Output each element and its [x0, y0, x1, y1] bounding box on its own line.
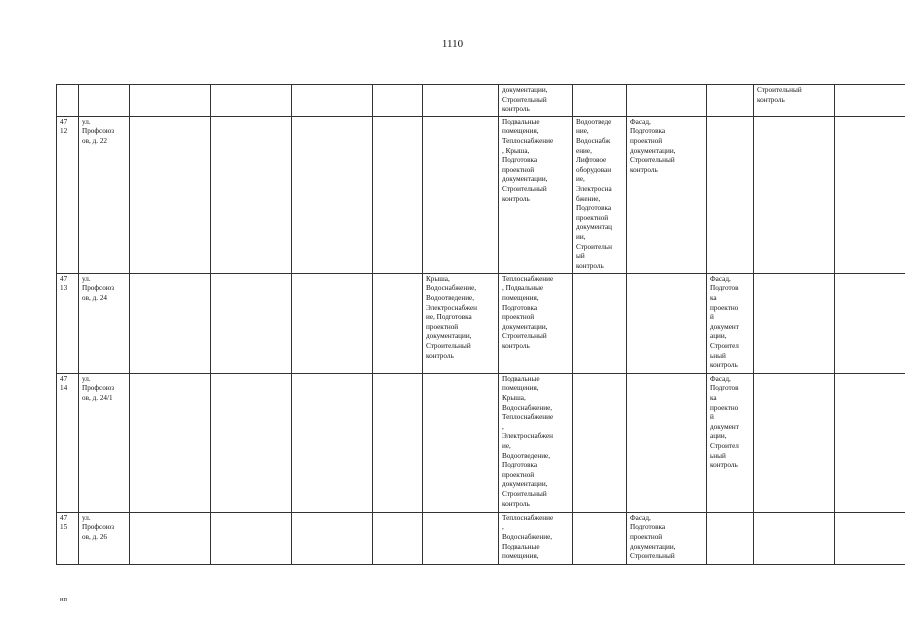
work-type-cell [292, 85, 373, 117]
work-type-cell [373, 85, 423, 117]
work-type-cell [754, 373, 835, 512]
work-type-cell [211, 512, 292, 564]
work-type-cell [707, 116, 754, 273]
work-type-cell [423, 85, 499, 117]
work-type-cell [627, 85, 707, 117]
row-number-cell: 47 13 [57, 273, 79, 373]
work-type-cell [373, 116, 423, 273]
work-type-cell [292, 273, 373, 373]
work-type-cell [130, 373, 211, 512]
work-type-cell [573, 85, 627, 117]
table-row [57, 116, 905, 273]
work-type-cell [211, 116, 292, 273]
work-type-cell [423, 373, 499, 512]
table-row [57, 273, 905, 373]
work-type-cell [627, 373, 707, 512]
work-type-cell [211, 85, 292, 117]
work-type-cell [130, 273, 211, 373]
work-type-cell: Фасад, Подготов ка проектно й документ ации, Строител ьный контроль [707, 273, 754, 373]
work-type-cell [130, 512, 211, 564]
work-type-cell [835, 116, 905, 273]
work-type-cell [373, 512, 423, 564]
work-type-cell: Крыша, Водоснабжение, Водоотведение, Электроснабжен ие, Подготовка проектной документации, Строительный контроль [423, 273, 499, 373]
work-type-cell [573, 273, 627, 373]
work-type-cell [754, 273, 835, 373]
address-cell: ул. Профсоюз ов, д. 26 [79, 512, 130, 564]
work-type-cell [373, 273, 423, 373]
work-type-cell [423, 512, 499, 564]
work-type-cell [707, 85, 754, 117]
work-type-cell [835, 273, 905, 373]
work-type-cell [707, 512, 754, 564]
work-type-cell: Фасад, Подготовка проектной документации, Строительный [627, 512, 707, 564]
work-type-cell: Подвальные помещения, Теплоснабжение , Крыша, Подготовка проектной документации, Строительный контроль [499, 116, 573, 273]
work-type-cell: Строительный контроль [754, 85, 835, 117]
page-number: 1110 [441, 38, 464, 50]
work-type-cell [130, 85, 211, 117]
work-type-cell [627, 273, 707, 373]
work-type-cell [835, 85, 905, 117]
work-type-cell [423, 116, 499, 273]
work-type-cell [211, 273, 292, 373]
works-schedule-table [56, 84, 905, 565]
table-row [57, 512, 905, 564]
work-type-cell: Теплоснабжение , Подвальные помещения, Подготовка проектной документации, Строительный контроль [499, 273, 573, 373]
address-cell: ул. Профсоюз ов, д. 22 [79, 116, 130, 273]
table-row [57, 85, 905, 117]
table-row [57, 373, 905, 512]
address-cell: ул. Профсоюз ов, д. 24/1 [79, 373, 130, 512]
work-type-cell [835, 512, 905, 564]
row-number-cell: 47 15 [57, 512, 79, 564]
row-number-cell: 47 14 [57, 373, 79, 512]
work-type-cell [373, 373, 423, 512]
work-type-cell: Водоотведе ние, Водоснабж ение, Лифтовое оборудован ие, Электросна бжение, Подготовка проектной документац ии, Строительн ый контроль [573, 116, 627, 273]
address-cell: ул. Профсоюз ов, д. 24 [79, 273, 130, 373]
address-cell [79, 85, 130, 117]
work-type-cell [573, 512, 627, 564]
work-type-cell: Подвальные помещения, Крыша, Водоснабжение, Теплоснабжение , Электроснабжен ие, Водоотведение, Подготовка проектной документации, Строительный контроль [499, 373, 573, 512]
work-type-cell [754, 116, 835, 273]
work-type-cell: Фасад, Подготов ка проектно й документ ации, Строител ьный контроль [707, 373, 754, 512]
work-type-cell [292, 373, 373, 512]
work-type-cell [754, 512, 835, 564]
work-type-cell [835, 373, 905, 512]
work-type-cell: Фасад, Подготовка проектной документации, Строительный контроль [627, 116, 707, 273]
work-type-cell [292, 512, 373, 564]
row-number-cell: 47 12 [57, 116, 79, 273]
work-type-cell [292, 116, 373, 273]
footer-mark: нп [60, 596, 67, 603]
row-number-cell [57, 85, 79, 117]
work-type-cell: Теплоснабжение , Водоснабжение, Подвальные помещения, [499, 512, 573, 564]
work-type-cell: документации, Строительный контроль [499, 85, 573, 117]
work-type-cell [211, 373, 292, 512]
work-type-cell [130, 116, 211, 273]
work-type-cell [573, 373, 627, 512]
